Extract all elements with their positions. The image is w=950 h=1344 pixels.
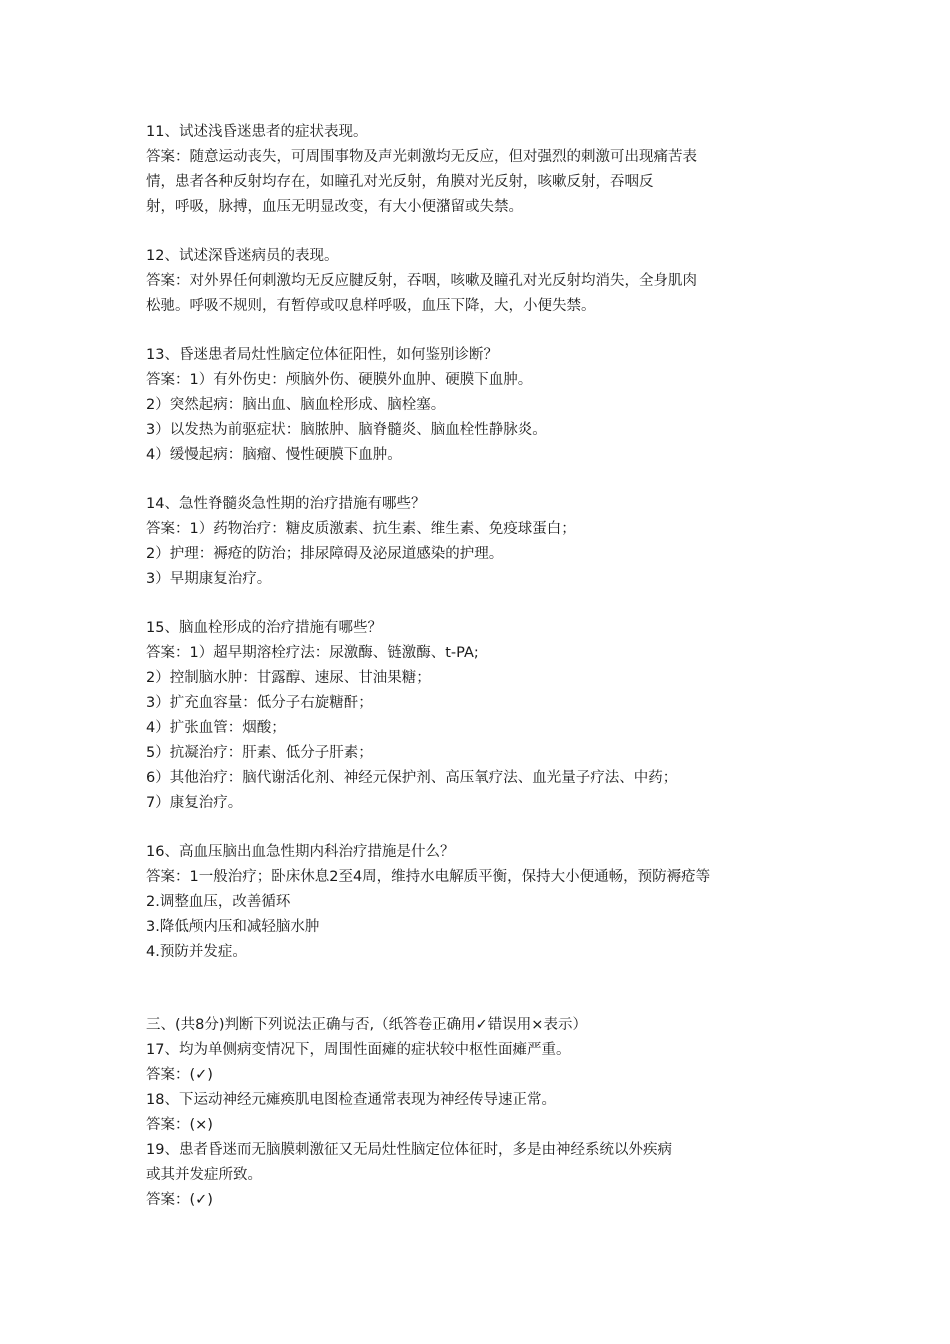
spacer	[146, 816, 826, 840]
answer-15-line-1: 答案：1）超早期溶栓疗法：尿激酶、链激酶、t-PA;	[146, 645, 479, 661]
question-11: 11、试述浅昏迷患者的症状表现。	[146, 124, 368, 140]
answer-14-line-3: 3）早期康复治疗。	[146, 571, 272, 587]
spacer	[146, 220, 826, 244]
answer-11-line-3: 射，呼吸，脉搏，血压无明显改变，有大小便潴留或失禁。	[146, 199, 523, 215]
answer-13-line-4: 4）缓慢起病：脑瘤、慢性硬膜下血肿。	[146, 447, 402, 463]
answer-18: 答案：(×)	[146, 1117, 213, 1133]
answer-15-line-6: 6）其他治疗：脑代谢活化剂、神经元保护剂、高压氧疗法、血光量子疗法、中药；	[146, 770, 678, 786]
answer-14-line-2: 2）护理：褥疮的防治；排尿障碍及泌尿道感染的护理。	[146, 546, 504, 562]
answer-11-line-2: 情，患者各种反射均存在，如瞳孔对光反射，角膜对光反射，咳嗽反射，吞咽反	[146, 174, 654, 190]
answer-15-line-5: 5）抗凝治疗：肝素、低分子肝素；	[146, 745, 373, 761]
question-12: 12、试述深昏迷病员的表现。	[146, 248, 339, 264]
spacer	[146, 319, 826, 343]
answer-16-line-1: 答案：1一般治疗；卧床休息2至4周，维持水电解质平衡，保持大小便通畅，预防褥疮等	[146, 869, 711, 885]
answer-13-line-2: 2）突然起病：脑出血、脑血栓形成、脑栓塞。	[146, 397, 446, 413]
answer-13-line-3: 3）以发热为前驱症状：脑脓肿、脑脊髓炎、脑血栓性静脉炎。	[146, 422, 547, 438]
document-content	[146, 120, 826, 1213]
answer-15-line-7: 7）康复治疗。	[146, 795, 243, 811]
question-16: 16、高血压脑出血急性期内科治疗措施是什么？	[146, 844, 455, 860]
question-15: 15、脑血栓形成的治疗措施有哪些？	[146, 620, 382, 636]
answer-17: 答案：(✓)	[146, 1067, 213, 1083]
answer-15-line-3: 3）扩充血容量：低分子右旋糖酐；	[146, 695, 373, 711]
section-3-heading: 三、(共8分)判断下列说法正确与否,（纸答卷正确用✓错误用×表示）	[146, 1017, 587, 1033]
answer-16-line-3: 3.降低颅内压和减轻脑水肿	[146, 919, 320, 935]
answer-12-line-2: 松驰。呼吸不规则，有暂停或叹息样呼吸，血压下降，大，小便失禁。	[146, 298, 596, 314]
answer-16-line-4: 4.预防并发症。	[146, 944, 247, 960]
question-13: 13、昏迷患者局灶性脑定位体征阳性，如何鉴别诊断？	[146, 347, 498, 363]
answer-15-line-2: 2）控制脑水肿：甘露醇、速尿、甘油果糖；	[146, 670, 431, 686]
answer-11-line-1: 答案：随意运动丧失，可周围事物及声光刺激均无反应，但对强烈的刺激可出现痛苦表	[146, 149, 697, 165]
question-19-line-1: 19、患者昏迷而无脑膜刺激征又无局灶性脑定位体征时，多是由神经系统以外疾病	[146, 1142, 672, 1158]
spacer	[146, 468, 826, 492]
answer-16-line-2: 2.调整血压，改善循环	[146, 894, 291, 910]
question-19-line-2: 或其并发症所致。	[146, 1167, 262, 1183]
spacer	[146, 592, 826, 616]
answer-14-line-1: 答案：1）药物治疗：糖皮质激素、抗生素、维生素、免疫球蛋白；	[146, 521, 576, 537]
question-14: 14、急性脊髓炎急性期的治疗措施有哪些？	[146, 496, 426, 512]
question-17: 17、均为单侧病变情况下，周围性面瘫的症状较中枢性面瘫严重。	[146, 1042, 571, 1058]
answer-12-line-1: 答案：对外界任何刺激均无反应腱反射，吞咽，咳嗽及瞳孔对光反射均消失，全身肌肉	[146, 273, 697, 289]
spacer	[146, 965, 826, 1013]
answer-13-line-1: 答案：1）有外伤史：颅脑外伤、硬膜外血肿、硬膜下血肿。	[146, 372, 533, 388]
answer-19: 答案：(✓)	[146, 1192, 213, 1208]
answer-15-line-4: 4）扩张血管：烟酸；	[146, 720, 286, 736]
question-18: 18、下运动神经元瘫痪肌电图检查通常表现为神经传导速正常。	[146, 1092, 556, 1108]
